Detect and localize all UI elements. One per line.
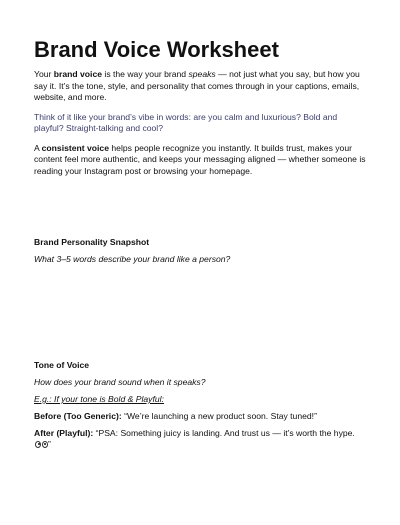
personality-prompt: What 3–5 words describe your brand like a person? bbox=[34, 254, 231, 264]
before-line bbox=[34, 411, 366, 422]
personality-heading: Brand Personality Snapshot bbox=[34, 237, 150, 247]
tone-example-label: E.g.: If your tone is Bold & Playful: bbox=[34, 394, 164, 404]
intro-italic-speaks: speaks bbox=[188, 69, 216, 79]
consistent-text-1: A bbox=[34, 142, 42, 153]
intro-text-1: Your bbox=[34, 69, 54, 79]
tone-heading: Tone of Voice bbox=[34, 360, 90, 370]
intro-bold-brand-voice: brand voice bbox=[53, 69, 103, 79]
after-line bbox=[34, 428, 366, 451]
before-label: Before (Too Generic): bbox=[34, 411, 122, 421]
after-text: “PSA: Something juicy is landing. And trust us — it’s worth the hype. bbox=[93, 428, 355, 438]
intro-text-3: — not just what you say, but how you say it. It’s the tone, style, and personality that comes through in your captions, emails, website, and more. bbox=[34, 69, 360, 102]
after-label: After (Playful): bbox=[34, 428, 94, 438]
tone-prompt: How does your brand sound when it speaks? bbox=[34, 377, 206, 387]
page-title: Brand Voice Worksheet bbox=[34, 37, 279, 62]
eyes-emoji-icon bbox=[35, 440, 48, 451]
vibe-paragraph: Think of it like your brand’s vibe in words: are you calm and luxurious? Bold and playful? Straight-talking and cool? bbox=[34, 111, 338, 133]
intro-paragraph bbox=[34, 69, 366, 104]
consistent-bold-voice: consistent voice bbox=[41, 142, 109, 153]
before-text: “We’re launching a new product soon. Stay tuned!” bbox=[121, 411, 317, 421]
after-close-quote: ” bbox=[48, 439, 51, 449]
intro-text-2: is the way your brand bbox=[102, 69, 189, 79]
consistent-text-2: helps people recognize you instantly. It builds trust, makes your content feel more authentic, and keeps your messaging aligned — whether someone is reading your Instagram post or browsing your homepage. bbox=[34, 142, 366, 176]
consistent-paragraph bbox=[34, 143, 366, 178]
